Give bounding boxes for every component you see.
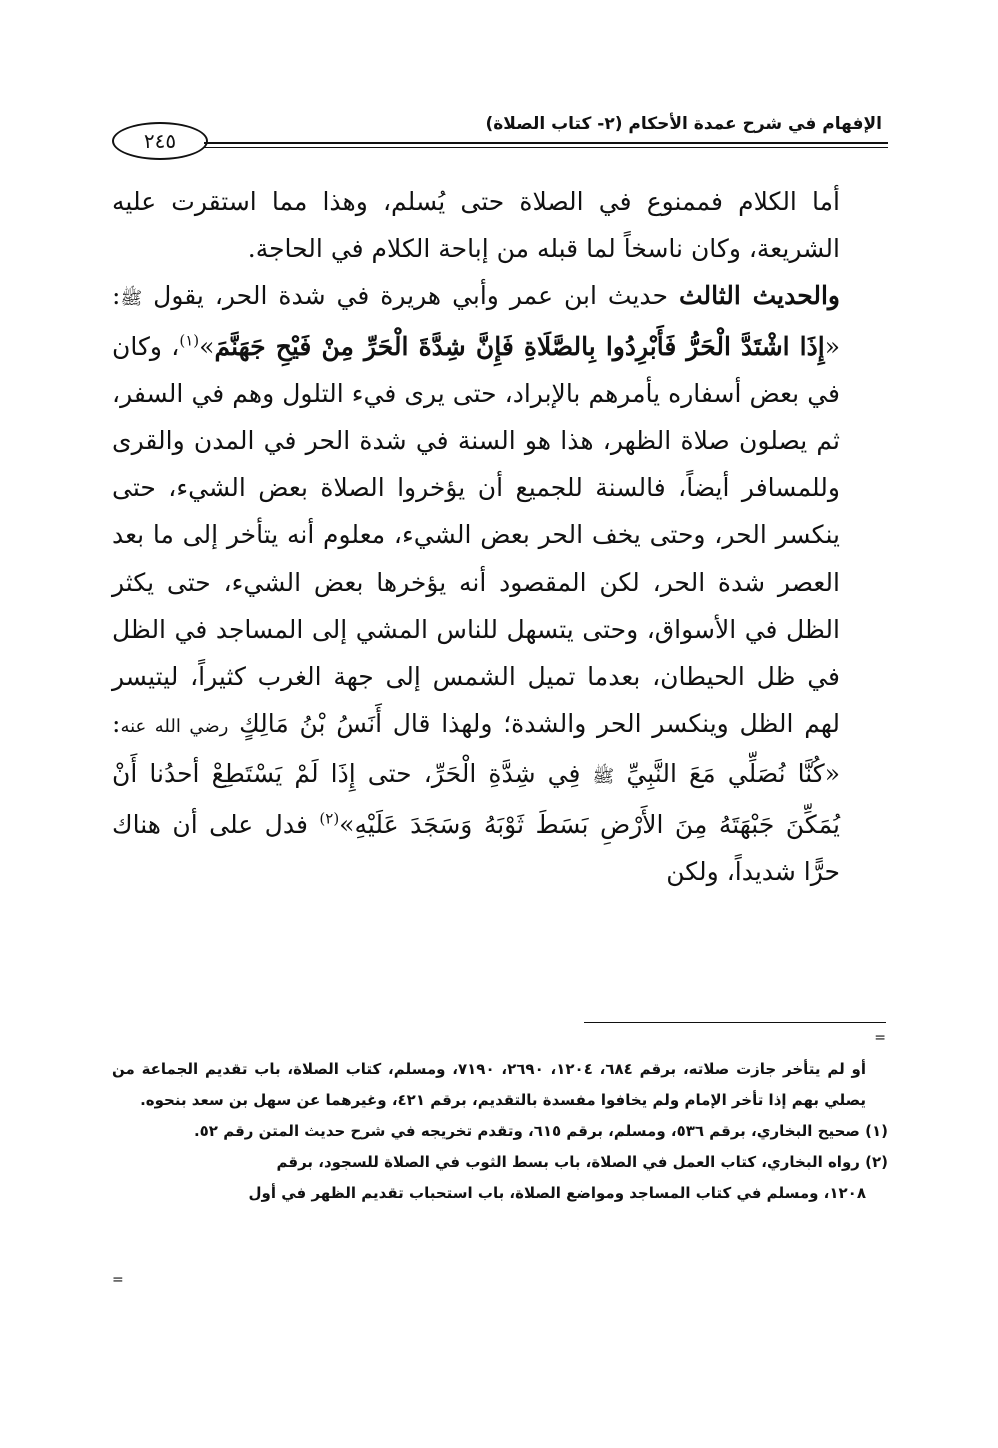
footnote-1: (١) صحيح البخاري، برقم ٥٣٦، ومسلم، برقم ٦١٥، وتقدم تخريجه في شرح حديث المتن رقم ٥٢.: [193, 1122, 888, 1140]
running-title: الإفهام في شرح عمدة الأحكام (٢- كتاب الصلاة): [485, 114, 882, 134]
footnote-separator: [584, 1022, 886, 1023]
text-span: ، وكان في بعض أسفاره يأمرهم بالإبراد، حتى يرى فيء التلول وهم في السفر، ثم يصلون صلاة الظهر، هذا هو السنة في شدة الحر في المدن والقرى وللمسافر أيضاً، فالسنة للجميع أن يؤخروا الصلاة بعض الشيء، حتى ينكسر الحر، وحتى يخف الحر بعض الشيء، معلوم أنه يتأخر إلى ما بعد العصر شدة الحر، لكن المقصود أنه يؤخرها بعض الشيء، حتى يكثر الظل في الأسواق، وحتى يتسهل للناس المشي إلى المساجد في الظل في ظل الحيطان، بعدما تميل الشمس إلى جهة الغرب كثيراً، ليتيسر لهم الظل وينكسر الحر والشدة؛ ولهذا قال أَنَسُ بْنُ مَالِكٍ: [112, 331, 840, 739]
text-span: »: [199, 331, 215, 361]
page-number: ٢٤٥: [112, 122, 208, 160]
continuation-mark-top: =: [874, 1030, 886, 1046]
header-rule-thin: [204, 147, 888, 148]
salutation-mark: ﷺ: [120, 288, 143, 310]
footnote-continued: أو لم يتأخر جازت صلاته، برقم ٦٨٤، ١٢٠٤، ٢٦٩٠، ٧١٩٠، ومسلم، كتاب الصلاة، باب تقديم الجماعة من يصلي بهم إذا تأخر الإمام ولم يخافوا مفسدة بالتقديم، برقم ٤٢١، وغيرهما عن سهل بن سعد بنحوه.: [112, 1060, 867, 1109]
paragraph-1: أما الكلام فممنوع في الصلاة حتى يُسلم، وهذا مما استقرت عليه الشريعة، وكان ناسخاً لما قبله من إباحة الكلام في الحاجة.: [112, 187, 840, 264]
footnotes: [112, 1054, 888, 1209]
text-span: : «: [112, 281, 841, 361]
footnote-ref-1: (١): [179, 331, 200, 350]
companion-honorific: رضي الله عنه: [120, 716, 229, 738]
footnote-2: (٢) رواه البخاري، كتاب العمل في الصلاة، باب بسط الثوب في الصلاة للسجود، برقم: [276, 1153, 888, 1171]
continuation-mark-bottom: =: [112, 1272, 124, 1288]
text-span: فدل على أن هناك حرًّا شديداً، ولكن: [112, 809, 840, 886]
section-lead: والحديث الثالث: [678, 281, 840, 311]
header-rule: [204, 142, 888, 144]
salutation-mark: ﷺ: [592, 766, 615, 788]
hadith-text: إِذَا اشْتَدَّ الْحَرُّ فَأَبْرِدُوا بِالصَّلَاةِ فَإِنَّ شِدَّةَ الْحَرِّ مِنْ فَيْحِ جَهَنَّمَ: [214, 331, 825, 361]
main-text: [112, 178, 888, 895]
text-span: حديث ابن عمر وأبي هريرة في شدة الحر، يقول: [142, 281, 679, 311]
paragraph-2: [112, 272, 888, 895]
footnote-ref-2: (٢): [319, 809, 340, 828]
hadith-quote: فِي شِدَّةِ الْحَرِّ، حتى إِذَا لَمْ يَسْتَطِعْ أحدُنا أَنْ يُمَكِّنَ جَبْهَتَهُ مِنَ الأَرْضِ بَسَطَ ثَوْبَهُ وَسَجَدَ عَلَيْهِ»: [112, 759, 840, 839]
footnote-2-line-2: ١٢٠٨، ومسلم في كتاب المساجد ومواضع الصلاة، باب استحباب تقديم الظهر في أول: [248, 1184, 866, 1202]
text-span: : «كُنَّا نُصَلِّي مَعَ النَّبِيِّ: [112, 709, 840, 789]
page-header: [112, 108, 888, 160]
